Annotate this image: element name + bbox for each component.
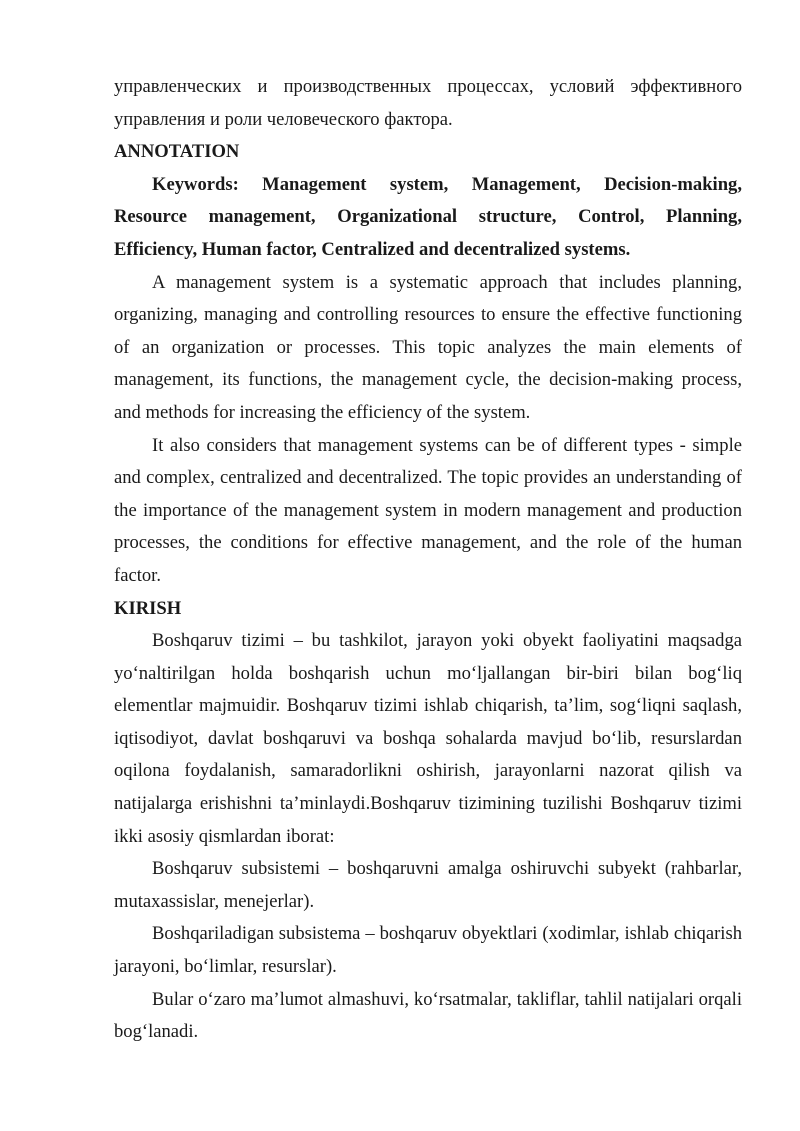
keywords-paragraph: Keywords: Management system, Management, Decision-making, Resource management, Organizational structure, Control, Planning, Efficiency, Human factor, Centralized and decentralized systems.: [114, 173, 742, 260]
document-page: [114, 71, 742, 1049]
annotation-paragraph-1: A management system is a systematic approach that includes planning, organizing, managing and controlling resources to ensure the effective functioning of an organization or processes. This topic analyzes the main elements of management, its functions, the management cycle, the decision-making process, and methods for increasing the efficiency of the system.: [114, 271, 742, 423]
annotation-paragraph-2: It also considers that management systems can be of different types - simple and complex, centralized and decentralized. The topic provides an understanding of the importance of the management system in modern management and production processes, the conditions for effective management, and the role of the human factor.: [114, 434, 742, 586]
kirish-heading: KIRISH: [114, 597, 182, 619]
kirish-paragraph-2: Boshqaruv subsistemi – boshqaruvni amalga oshiruvchi subyekt (rahbarlar, mutaxassislar, menejerlar).: [114, 858, 742, 912]
annotation-heading: ANNOTATION: [114, 141, 240, 163]
kirish-paragraph-1: Boshqaruv tizimi – bu tashkilot, jarayon yoki obyekt faoliyatini maqsadga yo‘naltirilgan holda boshqarish uchun mo‘ljallangan bir-biri bilan bog‘liq elementlar majmuidir. Boshqaruv tizimi ishlab chiqarish, ta’lim, sog‘liqni saqlash, iqtisodiyot, davlat boshqaruvi va boshqa sohalarda mavjud bo‘lib, resurslardan oqilona foydalanish, samaradorlikni oshirish, jarayonlarni nazorat qilish va natijalarga erishishni ta’minlaydi.Boshqaruv tizimining tuzilishi Boshqaruv tizimi ikki asosiy qismlardan iborat:: [114, 630, 742, 847]
kirish-paragraph-4: Bular o‘zaro ma’lumot almashuvi, ko‘rsatmalar, takliflar, tahlil natijalari orqali bog‘lanadi.: [114, 988, 742, 1043]
intro-continuation-paragraph: управленческих и производственных процессах, условий эффективного управления и роли человеческого фактора.: [114, 76, 742, 130]
kirish-paragraph-3: Boshqariladigan subsistema – boshqaruv obyektlari (xodimlar, ishlab chiqarish jarayoni, bo‘limlar, resurslar).: [114, 923, 742, 978]
